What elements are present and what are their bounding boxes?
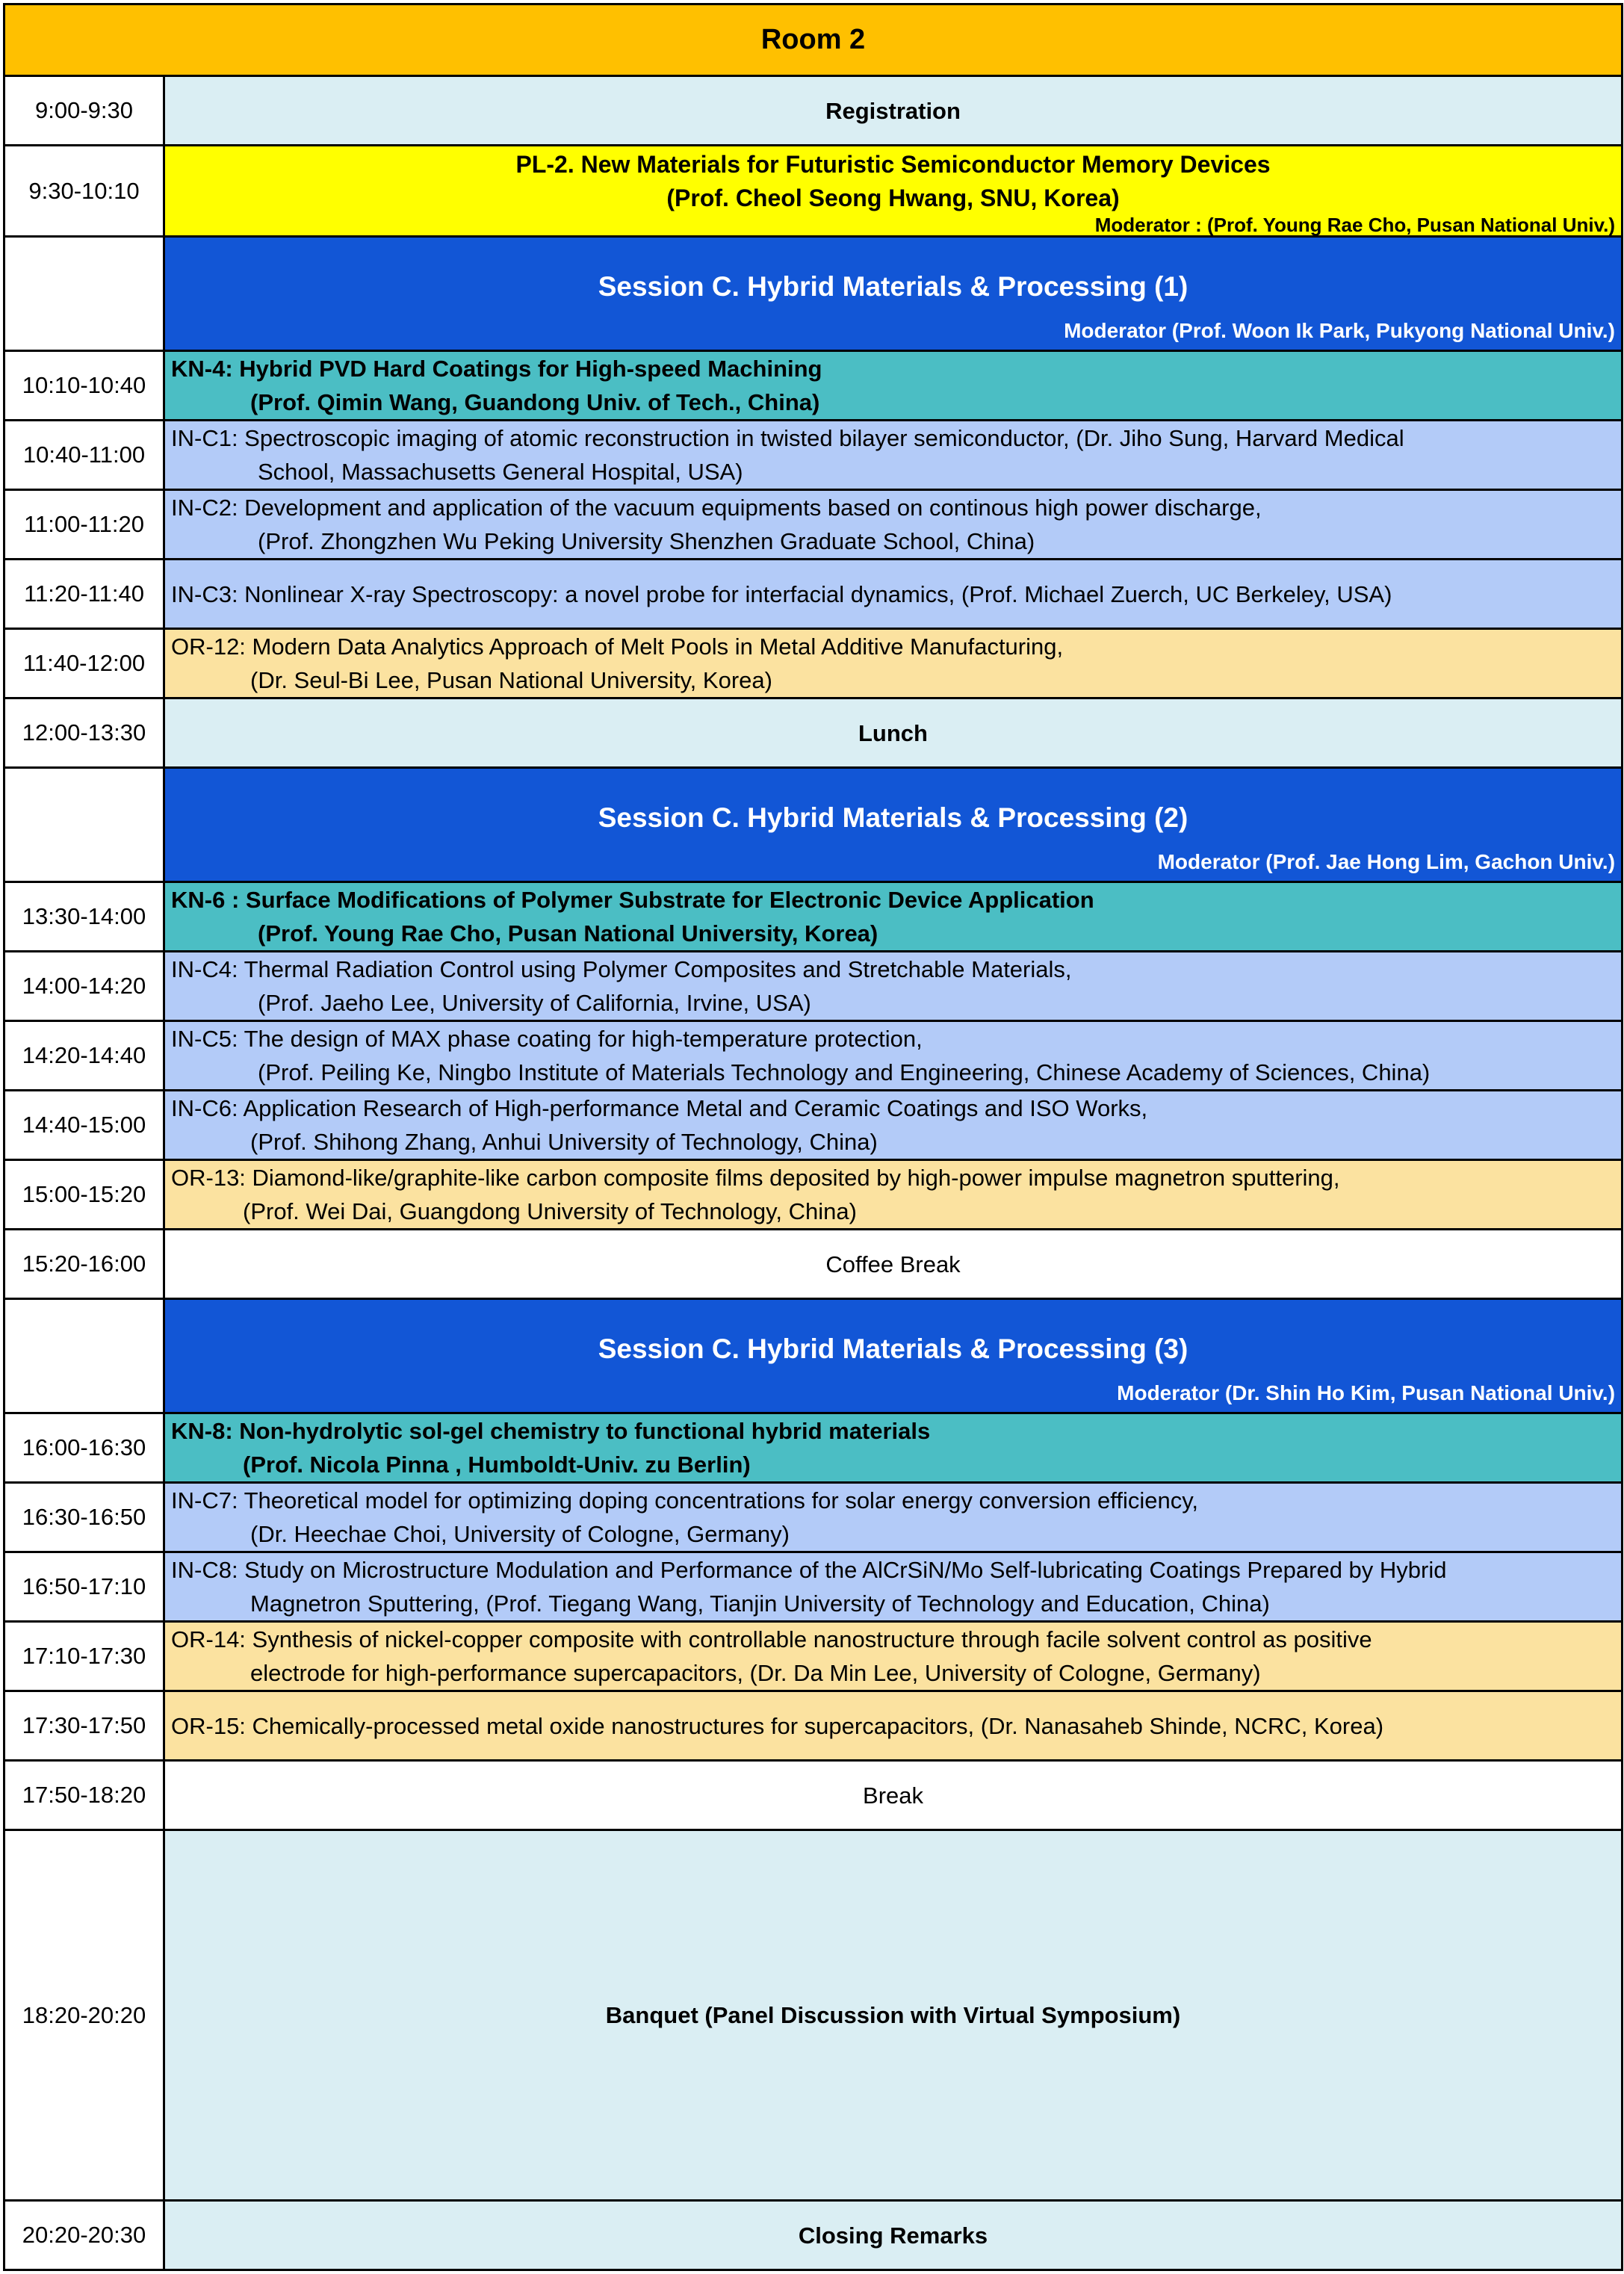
invited-cell <box>164 952 1623 1021</box>
talk-speaker: (Prof. Jaeho Lee, University of California, Irvine, USA) <box>258 990 811 1016</box>
talk-speaker: electrode for high-performance supercapacitors, (Dr. Da Min Lee, University of Cologne, Germany) <box>250 1660 1261 1686</box>
talk-title: IN-C2: Development and application of the vacuum equipments based on continous high power discharge, <box>171 495 1262 521</box>
talk-title: KN-4: Hybrid PVD Hard Coatings for High-speed Machining <box>171 356 822 382</box>
time-cell: 16:50-17:10 <box>4 1552 164 1622</box>
plenary-cell <box>164 146 1623 237</box>
invited-cell <box>164 421 1623 490</box>
keynote-cell <box>164 351 1623 421</box>
time-cell: 9:30-10:10 <box>4 146 164 237</box>
invited-cell <box>164 1483 1623 1552</box>
talk-speaker: (Prof. Wei Dai, Guangdong University of Technology, China) <box>243 1198 857 1224</box>
session-header-row-1 <box>4 237 1623 351</box>
session-header-1 <box>164 237 1623 351</box>
schedule-row-kn6 <box>4 882 1623 952</box>
time-cell: 15:00-15:20 <box>4 1160 164 1230</box>
schedule-row-closing <box>4 2201 1623 2270</box>
invited-cell <box>164 490 1623 560</box>
talk-title: IN-C7: Theoretical model for optimizing doping concentrations for solar energy conversion efficiency, <box>171 1487 1199 1514</box>
invited-cell <box>164 1552 1623 1622</box>
talk-title: OR-12: Modern Data Analytics Approach of Melt Pools in Metal Additive Manufacturing, <box>171 633 1064 660</box>
keynote-cell <box>164 1413 1623 1483</box>
oral-cell <box>164 629 1623 698</box>
talk-speaker: (Prof. Zhongzhen Wu Peking University Shenzhen Graduate School, China) <box>258 528 1035 554</box>
time-cell: 14:40-15:00 <box>4 1091 164 1160</box>
schedule-row-inc7 <box>4 1483 1623 1552</box>
session-moderator: Moderator (Prof. Woon Ik Park, Pukyong National Univ.) <box>1064 319 1616 342</box>
time-cell: 11:00-11:20 <box>4 490 164 560</box>
registration-cell: Registration <box>164 76 1623 146</box>
plenary-speaker: (Prof. Cheol Seong Hwang, SNU, Korea) <box>666 184 1120 211</box>
time-cell: 10:10-10:40 <box>4 351 164 421</box>
time-cell: 16:30-16:50 <box>4 1483 164 1552</box>
invited-cell <box>164 1091 1623 1160</box>
session-header-3 <box>164 1299 1623 1413</box>
talk-title: IN-C4: Thermal Radiation Control using Polymer Composites and Stretchable Materials, <box>171 956 1072 982</box>
schedule-row-inc1 <box>4 421 1623 490</box>
schedule-row-or12 <box>4 629 1623 698</box>
schedule-row-registration <box>4 76 1623 146</box>
session-title: Session C. Hybrid Materials & Processing (2) <box>598 802 1188 833</box>
talk-title: IN-C8: Study on Microstructure Modulation and Performance of the AlCrSiN/Mo Self-lubricating Coatings Prepared by Hybrid <box>171 1557 1447 1583</box>
session-title: Session C. Hybrid Materials & Processing (1) <box>598 271 1188 302</box>
schedule-row-banquet <box>4 1830 1623 2201</box>
time-cell: 12:00-13:30 <box>4 698 164 768</box>
room-header-row <box>4 4 1623 76</box>
plenary-moderator: Moderator : (Prof. Young Rae Cho, Pusan National Univ.) <box>1094 213 1616 236</box>
time-cell: 14:20-14:40 <box>4 1021 164 1091</box>
schedule-row-coffee <box>4 1230 1623 1299</box>
session-title: Session C. Hybrid Materials & Processing (3) <box>598 1333 1188 1364</box>
plenary-title: PL-2. New Materials for Futuristic Semiconductor Memory Devices <box>515 150 1271 178</box>
session-header-2 <box>164 768 1623 882</box>
talk-title: IN-C5: The design of MAX phase coating for high-temperature protection, <box>171 1026 923 1052</box>
talk-speaker: (Prof. Young Rae Cho, Pusan National University, Korea) <box>258 920 878 947</box>
time-cell: 13:30-14:00 <box>4 882 164 952</box>
talk-speaker: (Prof. Shihong Zhang, Anhui University of Technology, China) <box>250 1129 878 1155</box>
break-cell: Break <box>164 1761 1623 1830</box>
schedule-row-inc4 <box>4 952 1623 1021</box>
time-cell: 17:30-17:50 <box>4 1691 164 1761</box>
talk-title: IN-C6: Application Research of High-performance Metal and Ceramic Coatings and ISO Works, <box>171 1095 1148 1121</box>
talk-speaker: (Dr. Heechae Choi, University of Cologne, Germany) <box>250 1521 790 1547</box>
time-cell: 16:00-16:30 <box>4 1413 164 1483</box>
time-cell: 15:20-16:00 <box>4 1230 164 1299</box>
closing-remarks-cell: Closing Remarks <box>164 2201 1623 2270</box>
schedule-row-inc8 <box>4 1552 1623 1622</box>
lunch-cell: Lunch <box>164 698 1623 768</box>
schedule-table <box>3 3 1623 2271</box>
time-cell: 10:40-11:00 <box>4 421 164 490</box>
talk-speaker: (Prof. Peiling Ke, Ningbo Institute of Materials Technology and Engineering, Chinese Academy of Sciences, China) <box>258 1059 1431 1085</box>
session-header-row-3 <box>4 1299 1623 1413</box>
talk-title: KN-8: Non-hydrolytic sol-gel chemistry to functional hybrid materials <box>171 1418 931 1444</box>
talk-speaker: School, Massachusetts General Hospital, USA) <box>258 459 743 485</box>
schedule-row-or14 <box>4 1622 1623 1691</box>
oral-cell <box>164 1160 1623 1230</box>
oral-cell: OR-15: Chemically-processed metal oxide nanostructures for supercapacitors, (Dr. Nanasaheb Shinde, NCRC, Korea) <box>164 1691 1623 1761</box>
talk-title: IN-C1: Spectroscopic imaging of atomic reconstruction in twisted bilayer semiconductor, (Dr. Jiho Sung, Harvard Medical <box>171 425 1404 451</box>
talk-speaker: (Dr. Seul-Bi Lee, Pusan National University, Korea) <box>250 667 772 693</box>
time-cell-empty <box>4 768 164 882</box>
schedule-row-kn4 <box>4 351 1623 421</box>
coffee-break-cell: Coffee Break <box>164 1230 1623 1299</box>
talk-title: OR-14: Synthesis of nickel-copper composite with controllable nanostructure through facile solvent control as positive <box>171 1626 1372 1652</box>
time-cell: 17:10-17:30 <box>4 1622 164 1691</box>
time-cell: 9:00-9:30 <box>4 76 164 146</box>
schedule-row-or13 <box>4 1160 1623 1230</box>
schedule-row-lunch <box>4 698 1623 768</box>
talk-title: KN-6 : Surface Modifications of Polymer Substrate for Electronic Device Application <box>171 887 1094 913</box>
time-cell: 18:20-20:20 <box>4 1830 164 2201</box>
talk-speaker: (Prof. Nicola Pinna , Humboldt-Univ. zu Berlin) <box>243 1452 751 1478</box>
time-cell: 14:00-14:20 <box>4 952 164 1021</box>
invited-cell: IN-C3: Nonlinear X-ray Spectroscopy: a novel probe for interfacial dynamics, (Prof. Michael Zuerch, UC Berkeley, USA) <box>164 560 1623 629</box>
session-moderator: Moderator (Prof. Jae Hong Lim, Gachon Univ.) <box>1157 850 1616 873</box>
time-cell: 11:20-11:40 <box>4 560 164 629</box>
schedule-row-plenary <box>4 146 1623 237</box>
talk-speaker: (Prof. Qimin Wang, Guandong Univ. of Tech., China) <box>250 389 820 415</box>
oral-cell <box>164 1622 1623 1691</box>
time-cell: 11:40-12:00 <box>4 629 164 698</box>
time-cell-empty <box>4 237 164 351</box>
schedule-row-inc2 <box>4 490 1623 560</box>
schedule-row-inc5 <box>4 1021 1623 1091</box>
talk-speaker: Magnetron Sputtering, (Prof. Tiegang Wang, Tianjin University of Technology and Education, China) <box>250 1590 1270 1617</box>
invited-cell <box>164 1021 1623 1091</box>
talk-title: OR-13: Diamond-like/graphite-like carbon composite films deposited by high-power impulse magnetron sputtering, <box>171 1165 1340 1191</box>
schedule-row-inc6 <box>4 1091 1623 1160</box>
session-moderator: Moderator (Dr. Shin Ho Kim, Pusan National Univ.) <box>1117 1381 1616 1404</box>
schedule-row-inc3 <box>4 560 1623 629</box>
schedule-row-kn8 <box>4 1413 1623 1483</box>
banquet-cell: Banquet (Panel Discussion with Virtual Symposium) <box>164 1830 1623 2201</box>
keynote-cell <box>164 882 1623 952</box>
room-title: Room 2 <box>4 4 1623 76</box>
time-cell: 20:20-20:30 <box>4 2201 164 2270</box>
session-header-row-2 <box>4 768 1623 882</box>
time-cell: 17:50-18:20 <box>4 1761 164 1830</box>
schedule-row-or15 <box>4 1691 1623 1761</box>
time-cell-empty <box>4 1299 164 1413</box>
schedule-row-break <box>4 1761 1623 1830</box>
